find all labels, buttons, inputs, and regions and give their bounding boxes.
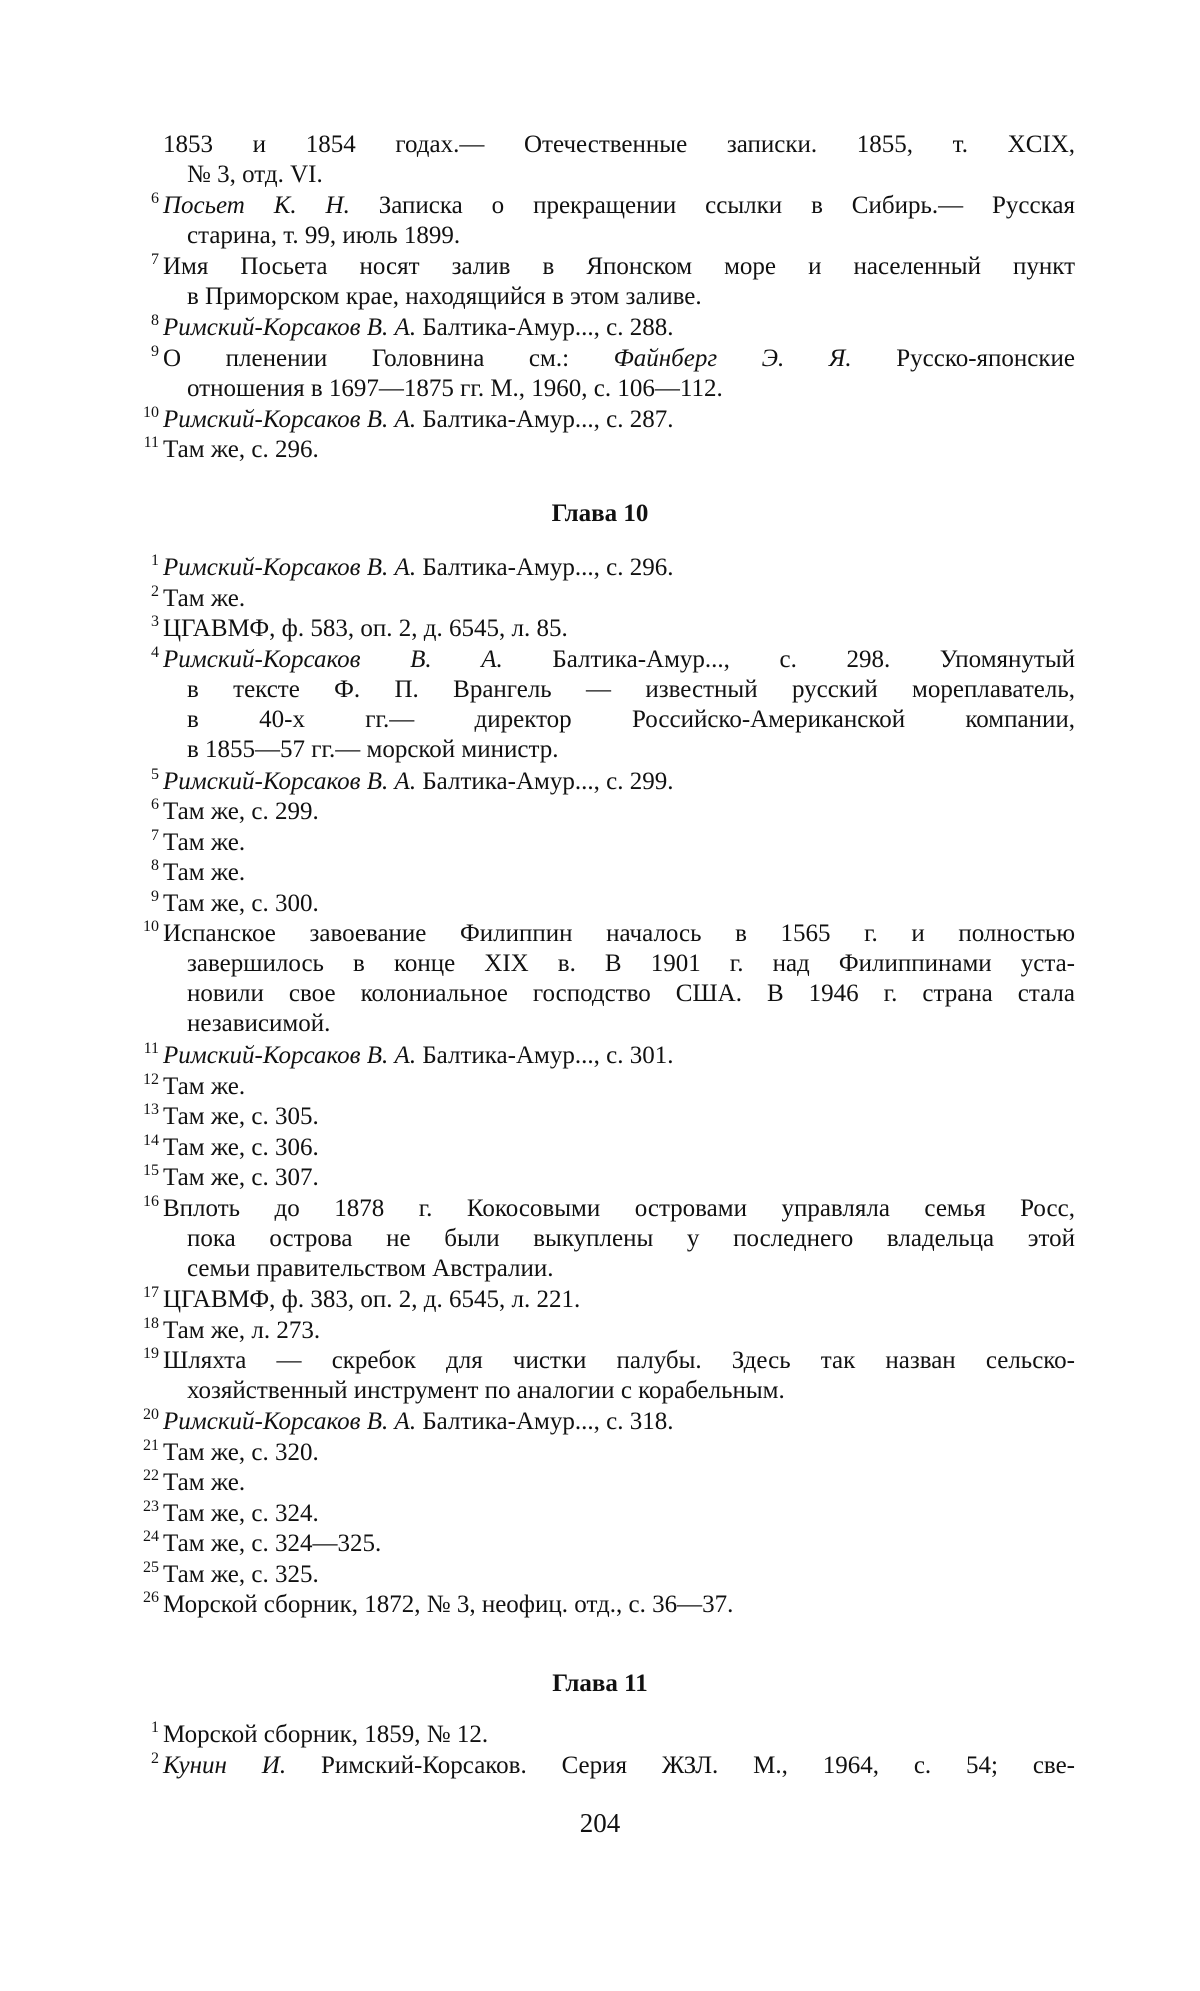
footnote-number: 7 (151, 251, 159, 268)
footnote (143, 1192, 1075, 1284)
footnote-text: № 3, отд. VI. (187, 161, 323, 188)
footnote-line (163, 1163, 1075, 1193)
footnote (143, 1467, 1075, 1498)
footnote-number: 20 (143, 1406, 159, 1423)
footnote-text: Балтика-Амур..., с. 287. (416, 405, 674, 433)
footnote-line (163, 858, 1075, 888)
footnote-number: 21 (143, 1436, 159, 1454)
footnote-number: 8 (151, 312, 159, 329)
footnote-line (163, 1438, 1075, 1468)
footnote-text: О пленении Головнина см.: (163, 344, 614, 372)
footnote-text: ЦГАВМФ, ф. 383, оп. 2, д. 6545, л. 221. (163, 1286, 581, 1313)
footnote-line (163, 252, 1075, 282)
footnote-line (163, 1009, 1075, 1039)
footnote-number: 3 (151, 613, 159, 630)
footnote-number: 23 (143, 1497, 159, 1515)
footnote-text: ЦГАВМФ, ф. 583, оп. 2, д. 6545, л. 85. (163, 615, 568, 642)
footnote-line (163, 675, 1075, 705)
author-name: Римский-Корсаков В. А. (163, 645, 503, 673)
author-name: Римский-Корсаков В. А. (163, 314, 417, 341)
footnote-text: Там же. (163, 1072, 246, 1100)
footnote (143, 403, 1075, 435)
footnote-number: 10 (143, 918, 159, 935)
footnote-text: Балтика-Амур..., с. 301. (416, 1042, 674, 1069)
page-number: 204 (579, 1808, 621, 1838)
footnote (151, 887, 1075, 919)
footnote-line (163, 1407, 1075, 1437)
footnote-line (163, 1468, 1075, 1498)
footnote-text: Русско-японские (851, 344, 1075, 372)
footnote-text: старина, т. 99, июль 1899. (187, 222, 461, 249)
footnote (151, 582, 1075, 614)
footnote-line (163, 313, 1075, 343)
footnote (143, 1040, 1075, 1071)
footnote-text: Балтика-Амур..., с. 296. (416, 554, 674, 581)
footnote (151, 857, 1075, 888)
footnote-text: Балтика-Амур..., с. 298. Упомянутый (502, 645, 1075, 673)
footnote-line (163, 828, 1075, 858)
footnote (143, 1436, 1075, 1468)
footnote-line (163, 405, 1075, 435)
footnote (151, 1749, 1075, 1781)
footnote-number: 1 (151, 552, 159, 569)
footnote-text: в 1855—57 гг.— морской министр. (187, 735, 559, 763)
author-name: Римский-Корсаков В. А. (163, 554, 417, 581)
footnote-text: Там же, с. 307. (163, 1164, 319, 1191)
footnote-line (163, 282, 1075, 312)
author-name: Римский-Корсаков В. А. (163, 767, 417, 795)
footnote-text: Там же, с. 296. (163, 436, 319, 463)
footnote-text: Испанское завоевание Филиппин началось в 1565 г. и полностью (163, 920, 1075, 947)
footnote-number: 4 (151, 643, 159, 661)
footnote-number: 2 (151, 582, 159, 600)
footnote-text: Морской сборник, 1872, № 3, неофиц. отд., с. 36—37. (163, 1591, 734, 1618)
footnote-text: Шляхта — скребок для чистки палубы. Здесь так назван сельско- (163, 1347, 1075, 1374)
footnote-line (163, 979, 1075, 1009)
footnote-number: 24 (143, 1528, 159, 1545)
footnote-text: Морской сборник, 1859, № 12. (163, 1721, 489, 1748)
footnote-line (163, 1224, 1075, 1254)
footnote-number: 6 (151, 796, 159, 813)
footnote-text: Там же, л. 273. (163, 1316, 321, 1344)
footnote-text: в Приморском крае, находящийся в этом заливе. (187, 283, 702, 310)
footnote (151, 826, 1075, 858)
footnote-line (163, 191, 1075, 221)
footnote-line (163, 1102, 1075, 1132)
footnote-line (163, 1590, 1075, 1620)
footnote-text: пока острова не были выкуплены у последнего владельца этой (187, 1224, 1075, 1252)
footnote (143, 1070, 1075, 1102)
footnote-text: Там же, с. 324—325. (163, 1530, 382, 1557)
footnote-text: Вплоть до 1878 г. Кокосовыми островами управляла семья Росс, (163, 1194, 1075, 1222)
footnote-number: 17 (143, 1284, 159, 1301)
footnote-text: хозяйственный инструмент по аналогии с корабельным. (187, 1377, 785, 1404)
footnote-line (163, 160, 1075, 190)
footnote (151, 190, 1075, 251)
footnote-line (163, 614, 1075, 644)
footnote-line (163, 705, 1075, 735)
footnote-line (163, 1346, 1075, 1376)
footnote-line (163, 435, 1075, 465)
footnote-text: Балтика-Амур..., с. 288. (416, 314, 674, 341)
footnote (143, 1284, 1075, 1315)
footnote-line (163, 1072, 1075, 1102)
footnote-line (163, 949, 1075, 979)
footnote-line (163, 584, 1075, 614)
footnote-text: Там же. (163, 859, 246, 886)
footnote-number: 2 (151, 1749, 159, 1767)
footnote (151, 796, 1075, 827)
footnote-number: 1 (151, 1719, 159, 1736)
footnote-number: 8 (151, 857, 159, 874)
footnote-line (163, 553, 1075, 583)
footnote (143, 1131, 1075, 1163)
footnote-line (163, 1133, 1075, 1163)
footnote-line (163, 221, 1075, 251)
footnote-line (163, 1560, 1075, 1590)
footnote-number: 26 (143, 1589, 159, 1606)
footnote-line (163, 1285, 1075, 1315)
author-name: Римский-Корсаков В. А. (163, 405, 417, 433)
footnote-text: Записка о прекращении ссылки в Сибирь.— Русская (349, 192, 1075, 219)
footnote (143, 1528, 1075, 1559)
footnote-number: 18 (143, 1314, 159, 1332)
footnote-line (163, 1720, 1075, 1750)
footnote-text: Там же. (163, 828, 246, 856)
author-name: Римский-Корсаков В. А. (163, 1042, 417, 1069)
footnote (143, 1345, 1075, 1406)
footnote-number: 13 (143, 1101, 159, 1118)
footnote (143, 1497, 1075, 1529)
footnote-number: 6 (151, 190, 159, 207)
footnote-text: завершилось в конце XIX в. В 1901 г. над Филиппинами уста- (187, 950, 1075, 977)
footnote-text: Там же, с. 305. (163, 1103, 319, 1130)
footnote (151, 765, 1075, 797)
footnote-text: Там же, с. 300. (163, 889, 319, 917)
footnote (151, 342, 1075, 404)
footnote-text: в тексте Ф. П. Врангель — известный русский мореплаватель, (187, 675, 1075, 703)
footnote-number: 19 (143, 1345, 159, 1362)
footnote-number: 16 (143, 1192, 159, 1210)
footnote-text: в 40-х гг.— директор Российско-Американской компании, (187, 705, 1075, 733)
footnote (151, 251, 1075, 312)
footnote (151, 1719, 1075, 1750)
footnote-line (163, 1194, 1075, 1224)
footnote-text: отношения в 1697—1875 гг. М., 1960, с. 106—112. (187, 374, 723, 402)
footnote-number: 9 (151, 342, 159, 360)
footnote-line (163, 735, 1075, 765)
footnote-line (163, 1376, 1075, 1406)
footnote-line (163, 1499, 1075, 1529)
footnote-number: 25 (143, 1558, 159, 1576)
footnote-line (163, 797, 1075, 827)
footnote (151, 312, 1075, 343)
footnote-number: 5 (151, 765, 159, 783)
footnote (163, 130, 1075, 190)
footnote-text: новили свое колониальное господство США. В 1946 г. страна стала (187, 980, 1075, 1007)
footnote-number: 7 (151, 826, 159, 844)
footnote (143, 1162, 1075, 1193)
chapter-10-heading: Глава 10 (551, 500, 649, 527)
author-name: Римский-Корсаков В. А. (163, 1408, 417, 1435)
footnote (143, 1589, 1075, 1620)
footnote (143, 918, 1075, 1039)
author-name: Файнберг Э. Я. (613, 344, 852, 372)
footnote-text: Римский-Корсаков. Серия ЖЗЛ. М., 1964, с. 54; све- (286, 1751, 1075, 1779)
footnote-number: 11 (143, 434, 159, 451)
footnote-text: Там же. (163, 584, 246, 612)
footnote-line (163, 767, 1075, 797)
footnote-text: Там же. (163, 1469, 246, 1496)
footnote-line (163, 374, 1075, 404)
footnote-text: Там же, с. 325. (163, 1560, 319, 1588)
footnote (143, 1314, 1075, 1346)
footnote-line (163, 1254, 1075, 1284)
footnote-line (163, 1529, 1075, 1559)
footnote-text: семьи правительством Австралии. (187, 1254, 554, 1282)
footnote-number: 12 (143, 1070, 159, 1088)
footnote-number: 11 (143, 1040, 159, 1057)
footnote-line (163, 919, 1075, 949)
footnote (151, 643, 1075, 765)
author-name: Кунин И. (163, 1751, 287, 1779)
footnote-number: 10 (143, 403, 159, 421)
footnote-text: Там же, с. 306. (163, 1133, 319, 1161)
footnote (143, 434, 1075, 465)
footnote (151, 552, 1075, 583)
footnote-text: независимой. (187, 1010, 331, 1037)
chapter-11-heading: Глава 11 (552, 1670, 648, 1697)
footnote-line (163, 1751, 1075, 1781)
footnote-line (163, 130, 1075, 160)
footnote-line (163, 889, 1075, 919)
footnote-line (163, 344, 1075, 374)
footnote-number: 15 (143, 1162, 159, 1179)
footnote-number: 9 (151, 887, 159, 905)
footnote-line (163, 1041, 1075, 1071)
footnote (143, 1406, 1075, 1437)
footnote (151, 613, 1075, 644)
footnote-text: Там же, с. 324. (163, 1499, 319, 1527)
footnote-text: Там же, с. 320. (163, 1438, 319, 1466)
footnote-number: 22 (143, 1467, 159, 1484)
footnote-text: 1853 и 1854 годах.— Отечественные записки. 1855, т. XCIX, (163, 131, 1075, 158)
author-name: Посьет К. Н. (163, 192, 350, 219)
footnote (143, 1558, 1075, 1590)
footnote-text: Балтика-Амур..., с. 299. (416, 767, 674, 795)
footnote-text: Там же, с. 299. (163, 798, 319, 825)
footnote (143, 1101, 1075, 1132)
footnote-line (163, 645, 1075, 675)
footnote-text: Балтика-Амур..., с. 318. (416, 1408, 674, 1435)
footnote-number: 14 (143, 1131, 159, 1149)
footnote-line (163, 1316, 1075, 1346)
footnote-text: Имя Посьета носят залив в Японском море и населенный пункт (163, 253, 1075, 280)
